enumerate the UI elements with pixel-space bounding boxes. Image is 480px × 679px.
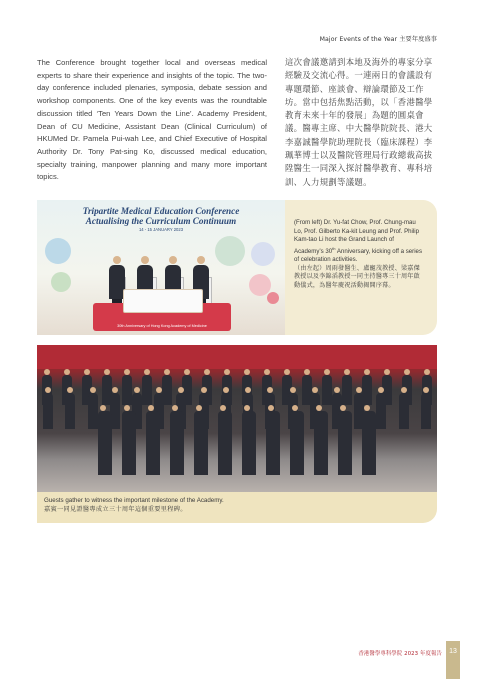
photo2-caption-chinese: 嘉賓一同見證醫專成立三十周年這個重要里程碑。 bbox=[44, 506, 187, 513]
red-backdrop bbox=[37, 345, 437, 369]
report-title: 香港醫學專科學院 2023 年度報告 bbox=[358, 651, 442, 657]
banner-date: 14 - 15 JANUARY 2023 bbox=[138, 227, 184, 232]
anniversary-logo-sign bbox=[123, 289, 203, 313]
page-number: 13 bbox=[449, 648, 457, 655]
decor-bubble bbox=[267, 292, 279, 304]
banner-title-line1: Tripartite Medical Education Conference bbox=[82, 206, 240, 216]
body-text-chinese: 這次會議邀請到本地及海外的專家分享經驗及交流心得。一連兩日的會議設有專題環節、座談會、辯論環節及工作坊。當中包括焦點活動，以「香港醫學教育未來十年的發展」為題的圓桌會議。醫專主席、中大醫學院院長、港大李嘉誠醫學院助理院長（臨床課程）李珮華博士以及醫院管理局行政總裁高拔陞醫生一同深入探討醫學教育、專科培訓、人力規劃等議題。 bbox=[285, 57, 433, 187]
decor-bubble bbox=[251, 242, 275, 266]
launch-ceremony-photo bbox=[37, 200, 285, 335]
front-row-guests bbox=[37, 411, 437, 475]
podium-text: 30th Anniversary of Hong Kong Academy of Medicine bbox=[117, 324, 207, 328]
decor-bubble bbox=[215, 236, 245, 266]
photo1-caption-english: (From left) Dr. Yu-fat Chow, Prof. Chung-mau Lo, Prof. Gilberto Ka-kit Leung and Prof. Philip Kam-tao Li host the Grand Launch of Academy’s 30th Anniversary, kicking off a series of celebration activities. bbox=[294, 219, 422, 264]
body-text-english: The Conference brought together local and overseas medical experts to share their experience and insights of the topic. The two-day conference included plenaries, symposia, debate session and workshop components. One of the key events was the roundtable discussion titled ‘Ten Years Down the Line’. Academy President, Dean of CU Medicine, Assistant Dean (Clinical Curriculum) of HKUMed Dr. Pamela Pui-wah Lee, and Chief Executive of Hospital Authority Dr. Tony Pat-sing Ko, discussed medical education, specialty training, manpower planning and many more important topics. bbox=[37, 58, 267, 182]
decor-bubble bbox=[45, 238, 71, 264]
banner-title bbox=[37, 206, 285, 226]
group-photo bbox=[37, 345, 437, 492]
photo2-caption-english: Guests gather to witness the important milestone of the Academy. bbox=[44, 497, 224, 504]
page-number-tab bbox=[446, 641, 460, 679]
banner-title-line2: Actualising the Curriculum Continuum bbox=[85, 216, 237, 226]
photo1-caption bbox=[294, 219, 422, 290]
photo2-caption bbox=[44, 496, 424, 514]
photo1-caption-chinese: （由左起）周雨發醫生、盧寵茂教授、梁嘉傑教授以及李錦滔教授一同主持醫專三十周年啟動儀式，為醫年慶祝活動揭開序幕。 bbox=[294, 264, 420, 289]
decor-bubble bbox=[249, 274, 271, 296]
decor-bubble bbox=[51, 272, 71, 292]
running-header: Major Events of the Year 主要年度盛事 bbox=[319, 36, 437, 43]
